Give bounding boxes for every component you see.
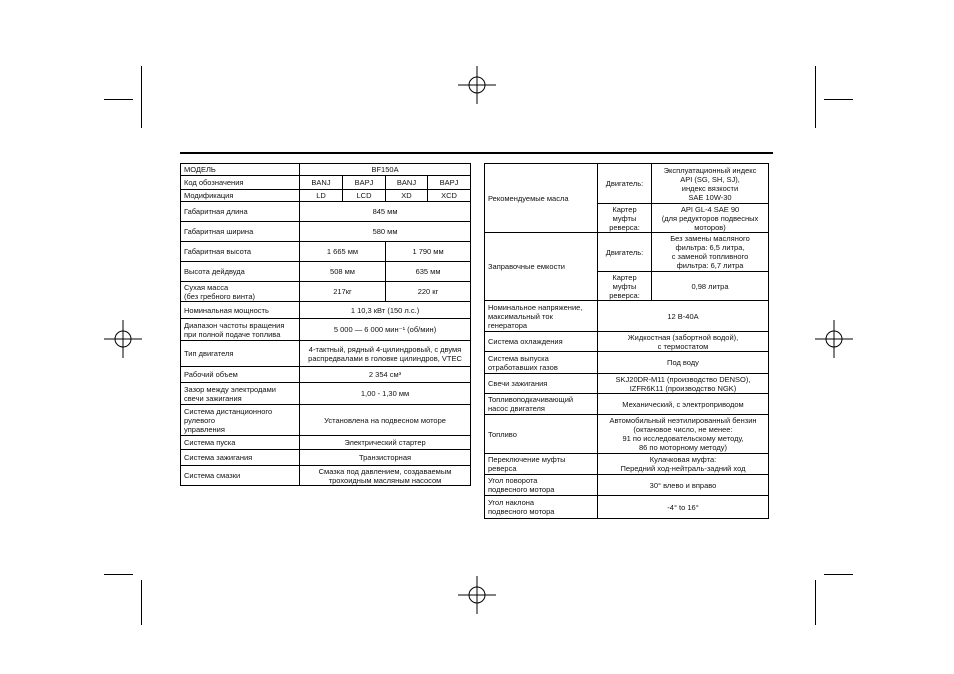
registration-mark-icon: [458, 66, 496, 104]
transom-label: Высота дейдвуда: [181, 262, 300, 282]
crop-mark: [104, 99, 133, 100]
crop-mark: [824, 99, 853, 100]
length-label: Габаритная длина: [181, 202, 300, 222]
fuelpump-label: Топливоподкачивающий насос двигателя: [485, 394, 598, 415]
lube-value: Смазка под давлением, создаваемым трохоидным масляным насосом: [300, 466, 471, 486]
code-cell: BANJ: [386, 176, 428, 190]
mod-cell: LCD: [343, 190, 386, 202]
gap-value: 1,00 - 1,30 мм: [300, 383, 471, 405]
mod-cell: XD: [386, 190, 428, 202]
height-label: Габаритная высота: [181, 242, 300, 262]
oil-label: Рекомендуемые масла: [485, 164, 598, 233]
cap-gear-value: 0,98 литра: [652, 272, 769, 301]
specs-table-left: [180, 163, 471, 486]
crop-mark: [141, 580, 142, 625]
lube-label: Система смазки: [181, 466, 300, 486]
shift-value: Кулачковая муфта: Передний ход-нейтраль-задний ход: [598, 454, 769, 475]
start-label: Система пуска: [181, 436, 300, 450]
shift-label: Переключение муфты реверса: [485, 454, 598, 475]
mod-cell: LD: [300, 190, 343, 202]
ignition-value: Транзисторная: [300, 450, 471, 466]
transom-value: 635 мм: [386, 262, 471, 282]
fuel-value: Автомобильный неэтилированный бензин (октановое число, не менее: 91 по исследовательскому методу, 86 по моторному методу): [598, 415, 769, 454]
model-value: BF150A: [300, 164, 471, 176]
transom-value: 508 мм: [300, 262, 386, 282]
crop-mark: [141, 66, 142, 128]
mod-cell: XCD: [428, 190, 471, 202]
turn-value: 30° влево и вправо: [598, 475, 769, 496]
code-label: Код обозначения: [181, 176, 300, 190]
cap-engine-value: Без замены масляного фильтра: 6,5 литра, с заменой топливного фильтра: 6,7 литра: [652, 233, 769, 272]
start-value: Электрический стартер: [300, 436, 471, 450]
mod-label: Модификация: [181, 190, 300, 202]
crop-mark: [104, 574, 133, 575]
generator-label: Номинальное напряжение, максимальный ток генератора: [485, 301, 598, 332]
header-rule: [180, 152, 773, 154]
cooling-value: Жидкостная (забортной водой), с термостатом: [598, 332, 769, 352]
remote-label: Система дистанционного рулевого управления: [181, 405, 300, 436]
code-cell: BANJ: [300, 176, 343, 190]
rpm-value: 5 000 — 6 000 мин⁻¹ (об/мин): [300, 319, 471, 341]
oil-engine-sub: Двигатель:: [598, 164, 652, 204]
cap-gear-sub: Картер муфты реверса:: [598, 272, 652, 301]
exhaust-value: Под воду: [598, 352, 769, 374]
mass-value: 220 кг: [386, 282, 471, 302]
engine-label: Тип двигателя: [181, 341, 300, 367]
crop-mark: [815, 580, 816, 625]
displacement-value: 2 354 см³: [300, 367, 471, 383]
oil-engine-value: Эксплуатационный индекс API (SG, SH, SJ), индекс вязкости SAE 10W-30: [652, 164, 769, 204]
code-cell: BAPJ: [428, 176, 471, 190]
fuel-label: Топливо: [485, 415, 598, 454]
displacement-label: Рабочий объем: [181, 367, 300, 383]
model-label: МОДЕЛЬ: [181, 164, 300, 176]
crop-mark: [824, 574, 853, 575]
rpm-label: Диапазон частоты вращения при полной подаче топлива: [181, 319, 300, 341]
generator-value: 12 В-40А: [598, 301, 769, 332]
exhaust-label: Система выпуска отработавших газов: [485, 352, 598, 374]
gap-label: Зазор между электродами свечи зажигания: [181, 383, 300, 405]
crop-mark: [815, 66, 816, 128]
power-label: Номинальная мощность: [181, 302, 300, 319]
plugs-value: SKJ20DR-M11 (производство DENSO), IZFR6K11 (производство NGK): [598, 374, 769, 394]
capacity-label: Заправочные емкости: [485, 233, 598, 301]
ignition-label: Система зажигания: [181, 450, 300, 466]
oil-gear-value: API GL-4 SAE 90 (для редукторов подвесных моторов): [652, 204, 769, 233]
registration-mark-icon: [458, 576, 496, 614]
specs-table-right: [484, 163, 769, 519]
height-value: 1 790 мм: [386, 242, 471, 262]
length-value: 845 мм: [300, 202, 471, 222]
mass-value: 217кг: [300, 282, 386, 302]
cooling-label: Система охлаждения: [485, 332, 598, 352]
plugs-label: Свечи зажигания: [485, 374, 598, 394]
registration-mark-icon: [815, 320, 853, 358]
oil-gear-sub: Картер муфты реверса:: [598, 204, 652, 233]
mass-label: Сухая масса (без гребного винта): [181, 282, 300, 302]
tilt-label: Угол наклона подвесного мотора: [485, 496, 598, 519]
registration-mark-icon: [104, 320, 142, 358]
height-value: 1 665 мм: [300, 242, 386, 262]
fuelpump-value: Механический, с электроприводом: [598, 394, 769, 415]
power-value: 1 10,3 кВт (150 л.с.): [300, 302, 471, 319]
code-cell: BAPJ: [343, 176, 386, 190]
turn-label: Угол поворота подвесного мотора: [485, 475, 598, 496]
width-label: Габаритная ширина: [181, 222, 300, 242]
cap-engine-sub: Двигатель:: [598, 233, 652, 272]
tilt-value: -4° to 16°: [598, 496, 769, 519]
remote-value: Установлена на подвесном моторе: [300, 405, 471, 436]
width-value: 580 мм: [300, 222, 471, 242]
engine-value: 4-тактный, рядный 4-цилиндровый, с двумя распредвалами в головке цилиндров, VTEC: [300, 341, 471, 367]
